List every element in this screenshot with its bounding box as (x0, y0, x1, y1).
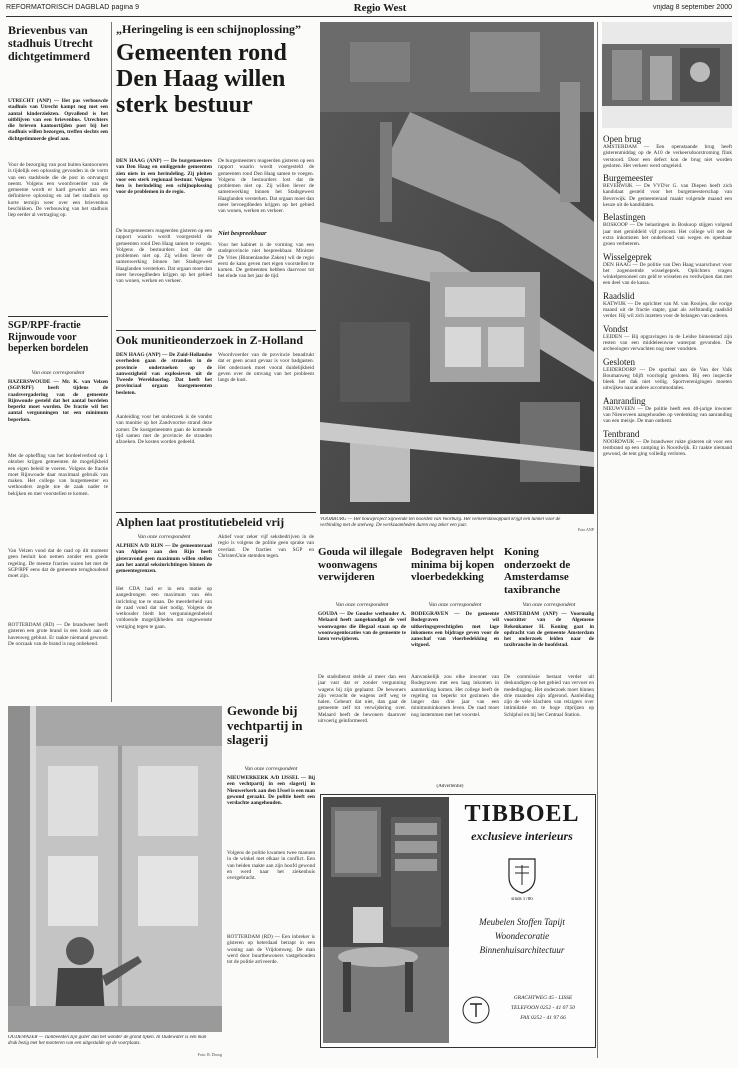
sgp-headline: SGP/RPF-fractie Rijnwoude voor beperken bordelen (8, 320, 89, 354)
munitie-body-2: Woordvoerder van de provincie benadrukt dat er geen acuut gevaar is voor badgasten. Het onderzoek moet vooral duidelijkheid geven over de omvang van het probleem langs de kust. (218, 352, 314, 384)
ad-line-3: Binnenhuisarchitectuur (479, 945, 565, 955)
divider (116, 330, 316, 331)
koning-body: De commissie bestaat verder uit deskundigen op het gebied van vervoer en mededinging. Het onderzoek moet binnen drie maanden zijn afgerond. Aanleiding zijn de vele klachten van reizigers over intimidatie en te hoge ritprijzen op Schiphol en bij het Centraal Station. (504, 674, 594, 718)
tibboel-advertisement[interactable] (320, 794, 596, 1048)
sgp-body: Met de opheffing van het bordeelverbod op 1 oktober krijgen gemeenten de mogelijkheid een eigen beleid te voeren. Volgens de fractie moet Rijnwoude daar maximaal gebruik van maken. Het college van burgemeester en wethouders zegde toe de zaak nader te bekijken en met voorstellen te komen. (8, 453, 108, 497)
ad-since: sinds 1786 (511, 897, 533, 902)
section-title: Regio West (353, 2, 407, 14)
alphen-byline: Van onze correspondent (137, 534, 191, 540)
divider (116, 512, 316, 513)
news-briefs-sidebar (603, 134, 732, 1054)
alphen-lead: ALPHEN A/D RIJN — De gemeenteraad van Alphen aan den Rijn heeft gisteravond geen maximum willen stellen aan het aantal seksinrichtingen binnen de gemeentegrenzen. (116, 543, 212, 575)
main-subhead: Niet bespreekbaar (218, 230, 267, 237)
brief-title: Wisselgeprek (603, 251, 652, 262)
column-divider (597, 22, 598, 1058)
alphen-body: Het CDA had er in een motie op aangedrongen een maximum van één inrichting toe te staan. De meerderheid van de raad vond dat niet nodig. Volgens de wethouder biedt het vergunningenbeleid voldoende mogelijkheden om ongewenste vestiging tegen te gaan. (116, 586, 212, 630)
munitie-lead: DEN HAAG (ANP) — De Zuid-Hollandse overheden gaan de stranden in de provincie onderzoeken op de aanwezigheid van explosieven uit de Tweede Wereldoorlog. Dat heeft het provinciaal orgaan kustgemeenten besloten. (116, 352, 212, 396)
sgp-byline: Van onze correspondent (31, 370, 85, 376)
main-body-2: Voor het kabinet is de vorming van een stadsprovincie niet bespreekbaar. Minister De Vries (Binnenlandse Zaken) wil de regio eerst de kans geven met eigen voorstellen te komen. De gemeenten hebben daarvoor tot het einde van het jaar de tijd. (218, 242, 314, 280)
main-kicker: „Heringeling is een schijnoplossing” (116, 22, 302, 36)
monogram-icon (461, 995, 491, 1025)
header-rule (6, 16, 732, 17)
koning-byline: Van onze correspondent (522, 602, 576, 608)
ad-line-2: Woondecoratie (494, 931, 550, 941)
ad-interior-photo-art (323, 797, 449, 1043)
aerial-photo-art (320, 22, 594, 514)
gewonde-headline: Gewonde bij vechtpartij in slagerij (227, 704, 303, 747)
brief-body: LEIDERDORP — De sporthal aan de Van der Valk Boumanweg blijft voorlopig gesloten. Bij een inspectie bleek het dak niet veilig. Sportverenigingen moeten uitwijken naar andere accommodaties. (603, 366, 732, 392)
gouda-headline: Gouda wil illegale woonwagens verwijderen (318, 546, 403, 583)
bodegraven-lead: BODEGRAVEN — De gemeente Bodegraven wil uitkeringsgerechtigden met lage inkomens een bijdrage geven voor de aanschaf van vloerbedekking en witgoed. (411, 611, 499, 649)
sgp-body-2: Van Velzen vond dat de raad op dit moment geen besluit kon nemen zonder een goede regeling. De meeste fracties waren het met de SGP/RPF eens dat de gemeente terughoudend moet zijn. (8, 548, 108, 580)
brief-body: NIEUWVEEN — De politie heeft een 40-jarige inwoner van Nieuwveen aangehouden op verdenking van aanranding van een meisje. De man ontkent. (603, 405, 732, 425)
brief-title: Belastingen (603, 212, 646, 223)
regio-west-logo-art (602, 22, 732, 128)
brief-title: Vondst (603, 323, 628, 334)
brief-body: BEVERWIJK — De VVD'er G. van Diepen heeft zich kandidaat gesteld voor het burgemeesterschap van Beverwijk. De gemeenteraad maakt volgende maand een keuze uit de kandidaten. (603, 183, 732, 209)
bodegraven-body: Aanvankelijk zou elke inwoner van Bodegraven met een laag inkomen in aanmerking komen. Het college heeft de regeling nu beperkt tot gezinnen die langer dan drie jaar van een minimuminkomen leven. De raad moet nog instemmen met het voorstel. (411, 674, 499, 718)
ad-emblem (505, 855, 539, 895)
ad-logo (461, 995, 491, 1025)
brief-body: BOSKOOP — De belastingen in Boskoop stijgen volgend jaar met gemiddeld vijf procent. Het college wil met de extra inkomsten het onderhoud van wegen en openbaar groen verbeteren. (603, 222, 732, 248)
ad-brand: TIBBOEL (464, 801, 580, 827)
brief-body: LEIDEN — Bij opgravingen in de Leidse binnenstad zijn resten van een middeleeuwse waterput gevonden. De archeologen verwachten nog meer vondsten. (603, 333, 732, 353)
munitie-headline: Ook munitieonderzoek in Z-Holland (116, 334, 304, 347)
ad-interior-photo (323, 797, 449, 1043)
brief (603, 324, 732, 353)
oudewater-photo-art (8, 706, 222, 1032)
crest-icon (505, 855, 539, 895)
ad-fax: FAX 0252 - 41 97 66 (520, 1015, 566, 1021)
bodegraven-byline: Van onze correspondent (428, 602, 482, 608)
aerial-photo-credit: Foto ANP (577, 527, 594, 532)
gewonde-body-2: ROTTERDAM (RD) — Een inbreker is gisteren op heterdaad betrapt in een woning aan de Vrijdomweg. De man werd door buurtbewoners vastgehouden tot de politie arriveerde. (227, 934, 315, 966)
brief (603, 134, 732, 169)
alphen-headline: Alphen laat prostitutiebeleid vrij (116, 516, 285, 529)
oudewater-caption: OUDEWATER — Tuinbeelden zijn gister dan het wonder de grond lijken. In Oudewater is een man druk bezig met het monteren van een uitgestalde op de voorplaats. (8, 1035, 207, 1046)
ad-label: (Advertentie) (436, 784, 464, 789)
brievenbus-body: Voor de bezorging van post buiten kantooruren is tijdelijk een oplossing gevonden in de vorm van een stadsbode die de post in ontvangst neemt. Volgens een woordvoerder van de gemeente wordt er hard gewerkt aan een definitieve oplossing en zal het stadhuis op korte termijn weer over een brievenbus beschikken. De verbouwing van het stadhuis liep eerder al vertraging op. (8, 162, 108, 219)
main-headline: Gemeenten rond Den Haag willen sterk bestuur (116, 40, 287, 118)
ad-phone: TELEFOON 0252 - 41 07 50 (510, 1005, 575, 1011)
ad-tagline: exclusieve interieurs (471, 829, 573, 843)
gouda-body: De stadsdienst stelde al meer dan een jaar vast dat er zonder vergunning wagens bij zijn geplaatst. De bewoners zijn verzocht de wagens zelf weg te halen. Gebeurt dat niet, dan gaat de gemeente zelf tot verwijdering over. Melaard heeft de bewoners daarover uitvoerig geïnformeerd. (318, 674, 406, 725)
brievenbus-headline: Brievenbus van stadhuis Utrecht dichtgetimmerd (8, 24, 93, 63)
gouda-lead: GOUDA — De Goudse wethouder A. Melaard heeft aangekondigd de veel woonwagens die illegaal staan op de woonwagenlocaties van de gemeente te laten verwijderen. (318, 611, 406, 643)
main-lead: DEN HAAG (ANP) — De burgemeesters van Den Haag en omliggende gemeenten zien niets in een herindeling. Zij pleiten voor een sterk regionaal bestuur. Volgens hen is herindeling een schijnoplossing voor de problemen in de regio. (116, 158, 212, 196)
koning-lead: AMSTERDAM (ANP) — Voormalig voorzitter van de Algemene Rekenkamer H. Koning gaat in opdracht van de gemeente Amsterdam het onderzoek leiden naar de taxibranche in de hoofdstad. (504, 611, 594, 649)
brief (603, 396, 732, 425)
brief (603, 429, 732, 458)
bodegraven-headline: Bodegraven helpt minima bij kopen vloerbedekking (411, 546, 495, 583)
sgp-lead: HAZERSWOUDE — Mr. K. van Velzen (SGP/RPF) heeft tijdens de raadsvergadering van de gemeente Rijnwoude gesteld dat het aantal bordelen beperkt moet worden. De fractie wil het aantal vergunningen tot een minimum beperken. (8, 379, 108, 423)
divider (8, 316, 108, 317)
brief-body: DEN HAAG — De politie van Den Haag waarschuwt voor het zogenoemde wisselgeprek. Oplichters vragen winkelpersoneel om geld te wisselen en verdwijnen dan met een deel van de kassa. (603, 261, 732, 287)
main-body: De burgemeesters reageerden gisteren op een rapport waarin wordt voorgesteld de gemeenten rond Den Haag samen te voegen. Volgens de bestuurders lost dat de problemen niet op. Zij willen liever de samenwerking binnen het Stadsgewest Haaglanden versterken. Dat orgaan moet dan meer bevoegdheden krijgen op het gebied van wonen, werken en verkeer. (116, 228, 212, 285)
brief (603, 357, 732, 392)
brief (603, 291, 732, 320)
gewonde-lead: NIEUWERKERK A/D IJSSEL — Bij een vechtpartij in een slagerij in Nieuwerkerk aan den IJssel is een man gewond geraakt. De politie heeft een verdachte aangehouden. (227, 775, 315, 807)
brief-title: Burgemeester (603, 173, 653, 184)
gouda-byline: Van onze correspondent (335, 602, 389, 608)
brief (603, 252, 732, 287)
ad-line-1: Meubelen Stoffen Tapijt (479, 917, 565, 927)
brief-title: Open brug (603, 134, 642, 144)
brief-body: KATWIJK — De oprichter van M. van Rooijen, die vorige maand uit de fractie stapte, gaat als zelfstandig raadslid verder. Hij wil zich inzetten voor de belangen van ouderen. (603, 300, 732, 320)
brief (603, 173, 732, 208)
brief-title: Raadslid (603, 290, 635, 301)
brief-title: Gesloten (603, 356, 635, 367)
brief (603, 212, 732, 247)
koning-headline: Koning onderzoekt de Amsterdamse taxibranche (504, 546, 571, 596)
brievenbus-lead: UTRECHT (ANP) — Het pas verbouwde stadhuis van Utrecht kampt nog met een aantal kinderziekten. Opvallend is het uitblijven van een brievenbus. Utrechters die brieven kantoortijden post bij het stadhuis willen bezorgen, treffen slechts een dichtgetimmerde gleuf aan. (8, 98, 108, 142)
column-divider (111, 22, 112, 702)
paper-name: REFORMATORISCH DAGBLAD pagina 9 (6, 4, 140, 11)
alphen-body-2: Aktief voor zeker vijf seksbedrijven in de regio is volgens de politie geen sprake van overlast. De fracties van SGP en ChristenUnie stemden tegen. (218, 534, 314, 559)
brief-title: Aanranding (603, 395, 646, 406)
brief-body: NOORDWIJK — De brandweer rukte gisteren uit voor een tentbrand op een camping in Noordwijk. Er raakte niemand gewond, de tent ging volledig verloren. (603, 438, 732, 458)
aerial-photo-caption: VOORBURG — Het bouwproject Sijtwende ten noorden van Voorburg. Het verkeersknooppunt krijgt een tunnel voor de verbinding met de snelweg. De werkzaamheden duren nog zeker een jaar. (320, 517, 561, 528)
ad-address: GRACHTWEG 45 - LISSE (513, 995, 573, 1001)
aerial-photo (320, 22, 594, 514)
gewonde-byline: Van onze correspondent (244, 766, 298, 772)
main-body-col2: De burgemeesters reageerden gisteren op een rapport waarin wordt voorgesteld de gemeenten rond Den Haag samen te voegen. Volgens de bestuurders lost dat de problemen niet op. Zij willen liever de samenwerking binnen het Stadsgewest Haaglanden versterken. Dat orgaan moet dan meer bevoegdheden krijgen op het gebied van wonen, werken en verkeer. (218, 158, 314, 215)
brief-news-rotterdam: ROTTERDAM (RD) — De brandweer heeft gisteren een grote brand in een loods aan de havenweg geblust. Er raakte niemand gewond. De oorzaak van de brand is nog onbekend. (8, 622, 108, 647)
brief-body: AMSTERDAM — Een openstaande brug heeft gisterenmiddag op de A10 de verkeersdoorstroming flink verstoord. Door een defect kon de brug niet worden gesloten. Het verkeer werd omgeleid. (603, 144, 732, 169)
brief-title: Tentbrand (603, 428, 640, 439)
oudewater-credit: Foto: R. Droog (197, 1052, 222, 1057)
regio-west-logo (602, 22, 732, 128)
munitie-body: Aanleiding voor het onderzoek is de vondst van munitie op het Zandvoortse strand deze zomer. De kustgemeenten gaan de komende tijd samen met de provincie de stranden afzoeken. De kosten worden gedeeld. (116, 414, 212, 446)
issue-date: vrijdag 8 september 2000 (653, 4, 732, 11)
oudewater-photo (8, 706, 222, 1032)
gewonde-body: Volgens de politie kwamen twee mannen in de winkel met elkaar in conflict. Een van beiden raakte aan zijn hoofd gewond en werd naar het ziekenhuis overgebracht. (227, 850, 315, 882)
